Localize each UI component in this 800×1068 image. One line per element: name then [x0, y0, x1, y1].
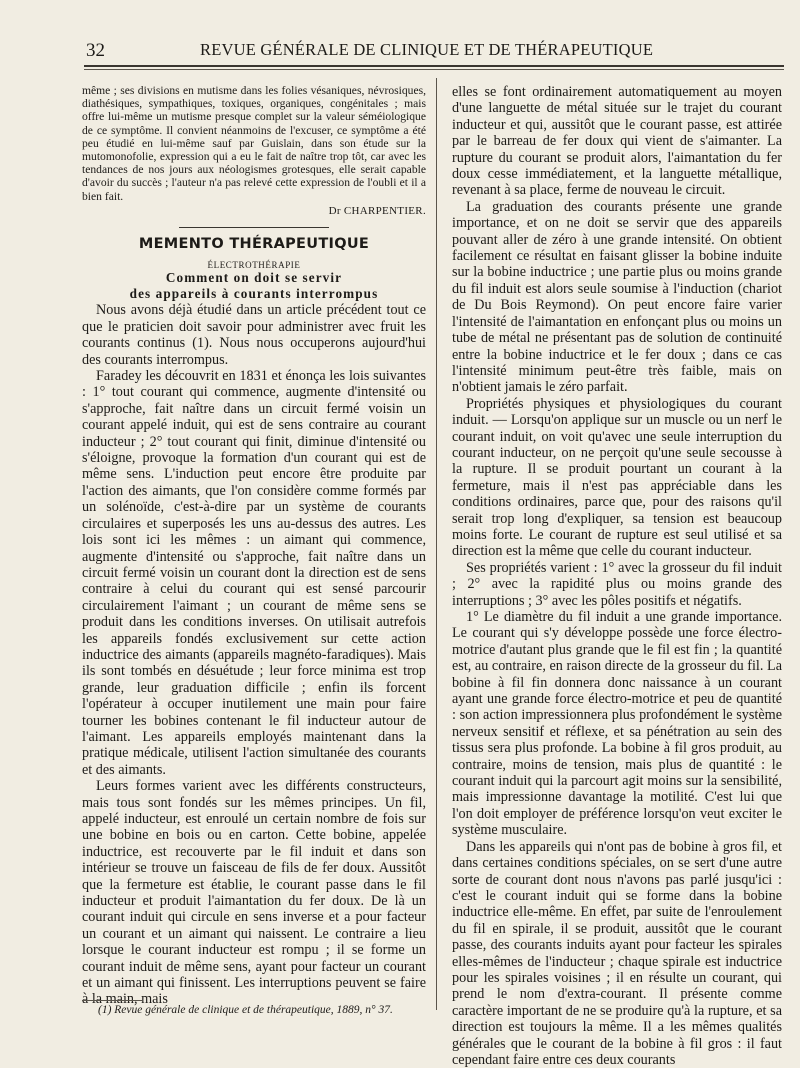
section-subtitle: ÉLECTROTHÉRAPIE [207, 259, 301, 270]
article-title-line-1: Comment on doit se servir [165, 269, 343, 285]
paragraph: Faradey les découvrit en 1831 et énonça les lois suivantes : 1° tout courant qui commence, augmente d'intensité ou s'approche, fait naître dans un circuit fermé voisin un courant appelé induit, qui est de sens contraire au courant inducteur ; 2° tout courant qui finit, diminue d'intensité ou s'éloigne, provoque la formation d'un courant qui est de même sens. L'induction peut encore être produite par l'action des aimants, que l'on considère comme formés par un solénoïde, c'est-à-dire par un système de courants circulaires et superposés les uns au-dessus des autres. Les lois sont ici les mêmes : un aimant qui commence, augmente d'intensité ou s'approche, fait naître dans un circuit fermé voisin un courant dont la direction est de sens contraire à celui du courant qui est sensé parcourir circulairement l'aimant ; un courant de même sens se produit dans les conditions inverses. On utilisait autrefois les appareils fondés exclusivement sur cette action inductrice des aimants (appareils magnéto-faradiques). Mais ils sont tombés en désuétude ; leur force minima est trop grande, leur graduation difficile ; enfin ils forcent l'opérateur à occuper inutilement une main pour faire tourner les bobines contenant le fil inducteur autour de l'aimant. Les appareils employés maintenant dans la pratique médicale, utilisent l'action simultanée des courants et des aimants. [82, 368, 426, 778]
section-title: MEMENTO THÉRAPEUTIQUE [138, 235, 370, 252]
column-divider [436, 78, 437, 1010]
paragraph: Ses propriétés varient : 1° avec la grosseur du fil induit ; 2° avec la rapidité plus ou moins grande des interruptions ; 3° avec les pôles positifs et négatifs. [452, 559, 782, 609]
paragraph: Leurs formes varient avec les différents constructeurs, mais tous sont fondés sur les mêmes principes. Un fil, appelé inducteur, est enroulé un certain nombre de fois sur une bobine en bois ou en carton. Cette bobine, appelée inductrice, est recouverte par le fil induit et dans son intérieur se trouve un faisceau de fils de fer doux. Aussitôt que la fermeture est établie, le courant passe dans le fil inducteur et produit l'aimantation du fer doux. De là un courant induit qui circule en sens inverse et a pour facteur un courant et un aimant qui naissent. Le contraire a lieu lorsque le courant inducteur est rompu ; il se forme un courant induit de même sens, ayant pour facteur un courant et un aimant qui finissent. Les interruptions peuvent se faire à la main, mais [82, 778, 426, 1008]
running-title: REVUE GÉNÉRALE DE CLINIQUE ET DE THÉRAPEUTIQUE [200, 40, 654, 59]
paragraph: Propriétés physiques et physiologiques du courant induit. — Lorsqu'on applique sur un muscle ou un nerf le courant induit, on voit qu'avec une seule interruption du courant inducteur, on ne perçoit qu'une seule secousse à la rupture. Il se produit pourtant un courant à la fermeture, mais il n'est pas appréciable dans les conditions ordinaires, parce que, pour des raisons qu'il serait trop long d'expliquer, sa tension est beaucoup moins forte. Le courant de rupture est seul utilisé et sa direction est la même que celle du courant inducteur. [452, 395, 782, 560]
page-number: 32 [86, 40, 105, 61]
intro-paragraph: même ; ses divisions en mutisme dans les folies vésaniques, névrosiques, diathésiques, sympathiques, toxiques, organiques, congénitales ; mais offre lui-même un mutisme presque complet sur la valeur séméiologique de ce symptôme. Il convient néanmoins de l'excuser, ce symptôme a été peu étudié en lui-même sauf par Guislain, dans son étude sur la mutomonofolie, expression qui a eu le fait de naître trop tôt, car avec les tendances de nos jours aux néologismes grotesques, elle serait capable d'avoir du succès ; l'auteur n'a pas relevé cette expression de l'oubli et il a bien fait. [82, 84, 426, 203]
article-title-line-2: des appareils à courants interrompus [129, 285, 379, 301]
paragraph: Nous avons déjà étudié dans un article précédent tout ce que le praticien doit savoir pour administrer avec fruit les courants continus (1). Nous nous occuperons aujourd'hui des courants interrompus. [82, 302, 426, 368]
footnote-rule [82, 1000, 142, 1001]
paragraph: 1° Le diamètre du fil induit a une grande importance. Le courant qui s'y développe possède une force électro-motrice d'autant plus grande que le fil est fin ; la quantité est, au contraire, en raison directe de la grosseur du fil. La bobine à fil fin donnera donc naissance à un courant ayant une grande force électro-motrice et peu de quantité : son action impressionnera plus profondément le système nerveux sensitif et réflexe, et sa pénétration au sein des tissus sera plus profonde. La bobine à fil gros produit, au contraire, moins de tension, mais plus de quantité : le courant induit qui la parcourt agit moins sur la sensibilité, mais impressionne davantage la motilité. C'est lui que l'on doit employer de préférence lorsqu'on veut exciter le système musculaire. [452, 609, 782, 839]
paragraph: Dans les appareils qui n'ont pas de bobine à gros fil, et dans certaines conditions spéciales, on se sert d'une autre sorte de courant dont nous n'avons pas parlé jusqu'ici : c'est le courant induit qui se forme dans la bobine inductrice elle-même. En effet, par suite de l'enroulement du fil en spirale, il se produit, aussitôt que le courant passe, des courants induits ayant pour facteur les spirales elles-mêmes de l'inducteur ; chaque spirale est inductrice pour les spirales voisines ; il en résulte un courant, qui prend le nom d'extra-courant. Il présente comme caractère important de ne se produire qu'à la rupture, et sa direction est toujours la même. Il a les mêmes qualités générales que le courant de la bobine à fil gros : il faut cependant faire entre ces deux courants [452, 838, 782, 1068]
left-column [82, 84, 426, 1008]
author-signature: Dr CHARPENTIER. [328, 204, 426, 217]
section-rule [179, 227, 329, 228]
paragraph: La graduation des courants présente une grande importance, et on ne doit se servir que des appareils pouvant aller de zéro à une grande intensité. On obtient facilement ce résultat en faisant glisser la bobine induite sur la bobine inductrice ; une partie plus ou moins grande du fil induit est alors seule soumise à l'induction (chariot de Du Bois Reymond). On peut encore faire varier l'intensité de l'aimantation en enfonçant plus ou moins un tube de métal ne présentant pas de solution de continuité entre la bobine inductrice et le fer doux ; dans ce cas l'intensité minimum peut-être très faible, mais on n'obtient jamais le zéro parfait. [452, 198, 782, 396]
header-rule-thin [84, 69, 784, 70]
header-rule [84, 65, 784, 67]
right-column [452, 84, 782, 1068]
paragraph: elles se font ordinairement automatiquement au moyen d'une languette de métal située sur le trajet du courant inducteur et qui, aussitôt que le courant passe, est attirée par le barreau de fer doux qui vient de s'aimanter. La rupture du courant se produit alors, l'aimantation du fer doux cesse immédiatement, et la languette métallique, revenant à sa place, ferme de nouveau le circuit. [452, 84, 782, 199]
footnote: (1) Revue générale de clinique et de thérapeutique, 1889, n° 37. [98, 1004, 393, 1016]
